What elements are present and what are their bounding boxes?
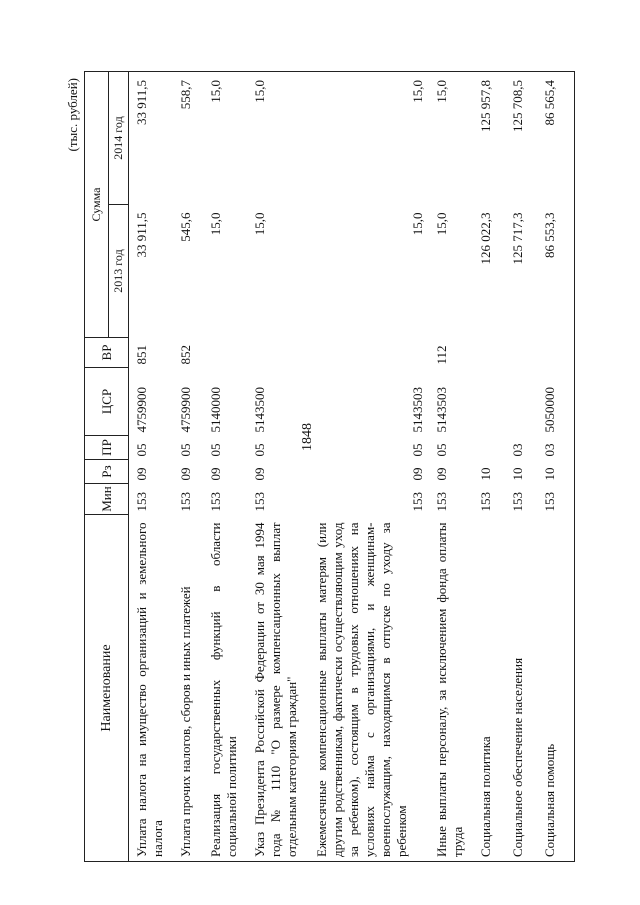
- row-pr: 05: [433, 443, 449, 457]
- row-vr: [203, 338, 247, 368]
- table-row: [247, 71, 309, 861]
- row-vr: [537, 338, 575, 368]
- row-csr: 5143500: [251, 387, 267, 433]
- header-vr: ВР: [85, 338, 129, 368]
- row-name: Уплата прочих налогов, сборов и иных платежей: [173, 515, 203, 862]
- row-2013: 125 717,3: [509, 212, 525, 265]
- row-2013: 126 022,3: [477, 212, 493, 265]
- header-rz: Рз: [85, 460, 129, 484]
- row-2014: 33 911,5: [129, 71, 173, 204]
- table-body: [129, 71, 575, 861]
- row-name: Социальная политика: [473, 515, 505, 862]
- row-rz: 09: [433, 467, 449, 481]
- row-vr: 851: [134, 345, 149, 365]
- row-csr: 5143503: [409, 387, 425, 433]
- row-pr: 03: [537, 436, 575, 460]
- table-row: [309, 71, 429, 861]
- row-2014: 15,0: [429, 71, 473, 204]
- row-min: 153: [509, 492, 525, 512]
- budget-table: [84, 71, 575, 862]
- row-name: Социальная помощь: [537, 515, 575, 862]
- row-name: Социальное обеспечение населения: [505, 515, 537, 862]
- row-pr: 05: [251, 443, 267, 457]
- table-row: [537, 71, 575, 861]
- row-2014: 15,0: [247, 71, 309, 204]
- row-min: 153: [134, 492, 149, 512]
- row-rz: 09: [251, 467, 267, 481]
- row-vr: [505, 338, 537, 368]
- row-name: Указ Президента Российской Федерации от 30 мая 1994 года № 1110 "О размере компенсационных выплат отдельным категориям граждан": [247, 515, 309, 862]
- row-name: Уплата налога на имущество организаций и земельного налога: [129, 515, 173, 862]
- row-2014: 86 565,4: [537, 71, 575, 204]
- row-2014: 15,0: [309, 71, 429, 204]
- table-row: [473, 71, 505, 861]
- row-csr: 4759900: [177, 387, 193, 433]
- table-header: [85, 71, 129, 861]
- row-pr: 03: [509, 443, 525, 457]
- header-min: Мин: [85, 484, 129, 515]
- header-2013: 2013 год: [109, 205, 129, 338]
- row-rz: 09: [177, 467, 193, 481]
- row-2013: 15,0: [251, 212, 267, 236]
- row-csr: 4759900: [134, 387, 149, 433]
- row-pr: 05: [409, 443, 425, 457]
- page-number: 1848: [300, 423, 315, 451]
- header-2014: 2014 год: [109, 71, 129, 204]
- row-rz: 09: [134, 467, 149, 481]
- row-min: 153: [409, 492, 425, 512]
- row-min: 153: [251, 492, 267, 512]
- row-2014: 125 708,5: [505, 71, 537, 204]
- row-vr: 852: [177, 345, 193, 365]
- row-name: Ежемесячные компенсационные выплаты матерям (или другим родственникам, фактически осуществляющим уход за ребенком), состоящим в трудовых отношениях на условиях найма с организациями, и женщинам-военнослужащим, находящимся в отпуске по уходу за ребенком: [309, 515, 429, 862]
- table-row: [173, 71, 203, 861]
- row-2014: 125 957,8: [473, 71, 505, 204]
- units-note: (тыс. рублей): [65, 78, 80, 152]
- row-rz: 09: [409, 467, 425, 481]
- row-csr: 5050000: [537, 368, 575, 436]
- table-row: [203, 71, 247, 861]
- row-csr: 5143503: [433, 387, 449, 433]
- row-min: 153: [207, 492, 223, 512]
- row-csr: 5140000: [207, 387, 223, 433]
- row-2014: 15,0: [203, 71, 247, 204]
- table-row: [429, 71, 473, 861]
- header-name: Наименование: [85, 515, 129, 862]
- row-pr: 05: [177, 443, 193, 457]
- table-row: [505, 71, 537, 861]
- row-vr: 112: [433, 345, 449, 365]
- row-min: 153: [433, 492, 449, 512]
- header-csr: ЦСР: [85, 368, 129, 436]
- row-min: 153: [177, 492, 193, 512]
- row-2013: 15,0: [207, 212, 223, 236]
- row-2013: 15,0: [433, 212, 449, 236]
- row-2013: 86 553,3: [537, 205, 575, 338]
- rotated-page-content: [65, 72, 640, 862]
- row-min: 153: [477, 492, 493, 512]
- row-rz: 09: [207, 467, 223, 481]
- row-vr: [473, 338, 505, 368]
- row-2013: 33 911,5: [134, 212, 149, 258]
- row-name: Реализация государственных функций в области социальной политики: [203, 515, 247, 862]
- row-2014: 558,7: [173, 71, 203, 204]
- row-vr: [309, 338, 429, 368]
- row-pr: 05: [207, 443, 223, 457]
- row-name: Иные выплаты персоналу, за исключением фонда оплаты труда: [429, 515, 473, 862]
- header-sum: Сумма: [85, 71, 109, 337]
- row-csr: [473, 368, 505, 436]
- row-vr: [247, 338, 309, 368]
- row-pr: [473, 436, 505, 460]
- row-csr: [505, 368, 537, 436]
- row-pr: 05: [134, 443, 149, 457]
- header-pr: ПР: [85, 436, 129, 460]
- row-2013: 545,6: [177, 212, 193, 242]
- row-min: 153: [537, 484, 575, 515]
- row-rz: 10: [509, 467, 525, 481]
- row-rz: 10: [537, 460, 575, 484]
- table-row: [129, 71, 173, 861]
- row-rz: 10: [477, 467, 493, 481]
- row-2013: 15,0: [409, 212, 425, 236]
